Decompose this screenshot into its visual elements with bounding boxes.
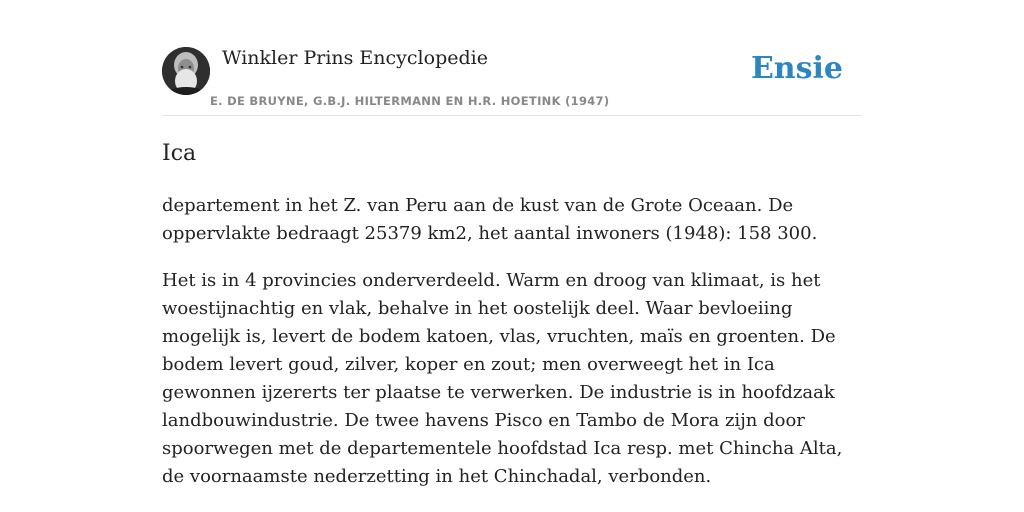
author-avatar[interactable]	[162, 47, 210, 95]
entry-paragraph: Het is in 4 provincies onderverdeeld. Warm en droog van klimaat, is het woestijnachtig en vlak, behalve in het oostelijk deel. Waar bevloeiing mogelijk is, levert de bodem katoen, vlas, vruchten, maïs en groenten. De bodem levert goud, zilver, koper en zout; men overweegt het in Ica gewonnen ijzererts ter plaatse te verwerken. De industrie is in hoofdzaak landbouwindustrie. De twee havens Pisco en Tambo de Mora zijn door spoorwegen met de departementele hoofdstad Ica resp. met Chincha Alta, de voornaamste nederzetting in het Chinchadal, verbonden.	[162, 270, 843, 487]
ensie-logo-link[interactable]: Ensie	[750, 51, 843, 86]
source-authors: E. DE BRUYNE, G.B.J. HILTERMANN EN H.R. HOETINK (1947)	[210, 94, 610, 108]
entry-body	[162, 192, 862, 510]
entry-title: Ica	[162, 141, 197, 166]
entry-paragraph: departement in het Z. van Peru aan de kust van de Grote Oceaan. De oppervlakte bedraagt 25379 km2, het aantal inwoners (1948): 158 300.	[162, 195, 818, 244]
source-title[interactable]: Winkler Prins Encyclopedie	[222, 47, 488, 69]
portrait-photo-icon	[162, 47, 210, 95]
source-header	[162, 46, 862, 116]
